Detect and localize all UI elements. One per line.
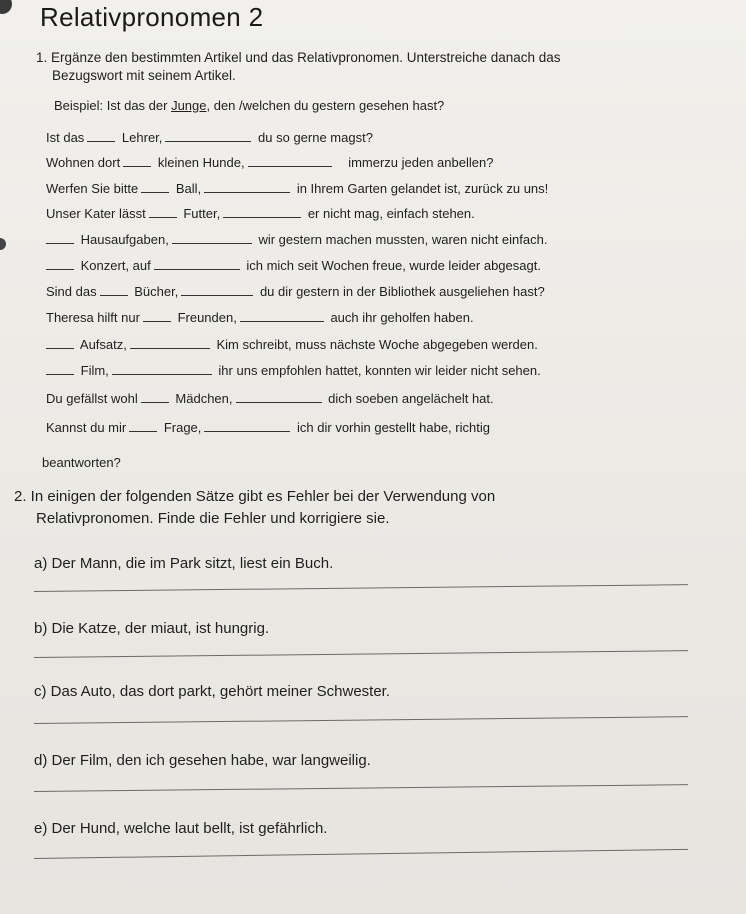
blank-field[interactable] (123, 155, 151, 167)
blank-field[interactable] (46, 258, 74, 270)
blank-field[interactable] (223, 206, 301, 218)
sentence-part: Freunden, (177, 310, 237, 325)
sentence-part: auch ihr geholfen haben. (330, 310, 474, 325)
sentence-part: Ist das (46, 130, 85, 145)
blank-field[interactable] (46, 232, 74, 244)
sentence-part: in Ihrem Garten gelandet ist, zurück zu uns! (296, 181, 549, 196)
exercise-sentence (46, 363, 541, 378)
sentence-part: Unser Kater lässt (46, 206, 146, 221)
blank-field[interactable] (181, 284, 253, 296)
task2-item-a: a) Der Mann, die im Park sitzt, liest ein Buch. (34, 555, 334, 572)
sentence-part: immerzu jeden anbellen? (348, 155, 494, 170)
sentence-part: Sind das (46, 284, 97, 299)
exercise-sentence (46, 232, 547, 247)
task1-example (54, 98, 444, 113)
blank-field[interactable] (46, 363, 74, 375)
sentence-part: Du gefällst wohl (46, 391, 138, 406)
sentence-part: er nicht mag, einfach stehen. (307, 206, 475, 221)
punch-hole (0, 238, 6, 250)
blank-field[interactable] (87, 130, 115, 142)
sentence-part: Aufsatz, (79, 337, 127, 352)
sentence-part: Ball, (175, 181, 202, 196)
blank-field[interactable] (130, 337, 210, 349)
blank-field[interactable] (204, 181, 290, 193)
answer-line[interactable] (34, 849, 688, 859)
answer-line[interactable] (34, 716, 688, 724)
sentence-part: Konzert, auf (80, 258, 151, 273)
blank-field[interactable] (100, 284, 128, 296)
answer-line[interactable] (34, 584, 688, 592)
blank-field[interactable] (154, 258, 240, 270)
example-prefix: Beispiel: Ist das der (54, 98, 168, 113)
sentence-part: dich soeben angelächelt hat. (328, 391, 494, 406)
sentence-part: Kannst du mir (46, 420, 127, 435)
exercise-sentence (46, 420, 490, 435)
sentence-part: kleinen Hunde, (157, 155, 245, 170)
sentence-part: ihr uns empfohlen hattet, konnten wir leider nicht sehen. (218, 363, 541, 378)
sentence-part: Theresa hilft nur (46, 310, 140, 325)
punch-hole (0, 0, 12, 14)
task2-instruction-line2: Relativpronomen. Finde die Fehler und korrigiere sie. (36, 510, 390, 527)
sentence-part: Mädchen, (175, 391, 233, 406)
exercise-sentence (46, 181, 548, 196)
blank-field[interactable] (141, 391, 169, 403)
blank-field[interactable] (112, 363, 212, 375)
example-underlined-word: Junge (171, 98, 207, 113)
blank-field[interactable] (143, 310, 171, 322)
exercise-sentence (46, 258, 541, 273)
sentence-part: Frage, (163, 420, 202, 435)
task2-instruction-line1: 2. In einigen der folgenden Sätze gibt es Fehler bei der Verwendung von (14, 488, 496, 505)
sentence-part: Hausaufgaben, (80, 232, 169, 247)
exercise-sentence (46, 284, 545, 299)
sentence-part: ich dir vorhin gestellt habe, richtig (297, 420, 490, 435)
blank-field[interactable] (240, 310, 324, 322)
blank-field[interactable] (141, 181, 169, 193)
blank-field[interactable] (172, 232, 252, 244)
task1-instruction-line1: 1. Ergänze den bestimmten Artikel und das Relativpronomen. Unterstreiche danach das (36, 50, 561, 65)
exercise-sentence (46, 310, 474, 325)
worksheet-title: Relativpronomen 2 (40, 2, 264, 32)
sentence-part: ich mich seit Wochen freue, wurde leider abgesagt. (246, 258, 541, 273)
sentence-part: Film, (80, 363, 109, 378)
blank-field[interactable] (149, 206, 177, 218)
answer-line[interactable] (34, 784, 688, 792)
blank-field[interactable] (204, 420, 290, 432)
answer-line[interactable] (34, 650, 688, 658)
example-suffix: , den /welchen du gestern gesehen hast? (206, 98, 445, 113)
sentence-part: Kim schreibt, muss nächste Woche abgegeben werden. (216, 337, 538, 352)
exercise-sentence (46, 206, 475, 221)
task2-item-c: c) Das Auto, das dort parkt, gehört meiner Schwester. (34, 683, 391, 700)
task2-item-d: d) Der Film, den ich gesehen habe, war langweilig. (34, 752, 371, 769)
task2-item-b: b) Die Katze, der miaut, ist hungrig. (34, 620, 270, 637)
sentence-part: Futter, (183, 206, 221, 221)
blank-field[interactable] (236, 391, 322, 403)
sentence-part: Werfen Sie bitte (46, 181, 139, 196)
sentence-part: Wohnen dort (46, 155, 121, 170)
sentence-part: du so gerne magst? (258, 130, 373, 145)
blank-field[interactable] (129, 420, 157, 432)
task1-instruction-line2: Bezugswort mit seinem Artikel. (52, 68, 236, 83)
blank-field[interactable] (46, 337, 74, 349)
sentence-continuation: beantworten? (42, 455, 121, 470)
exercise-sentence (46, 337, 538, 352)
sentence-part: wir gestern machen mussten, waren nicht einfach. (258, 232, 548, 247)
sentence-part: du dir gestern in der Bibliothek ausgeliehen hast? (259, 284, 545, 299)
task2-item-e: e) Der Hund, welche laut bellt, ist gefährlich. (34, 820, 328, 837)
exercise-sentence (46, 155, 493, 170)
blank-field[interactable] (248, 155, 332, 167)
exercise-sentence (46, 391, 494, 406)
exercise-sentence (46, 130, 373, 145)
blank-field[interactable] (165, 130, 251, 142)
sentence-part: Lehrer, (121, 130, 163, 145)
sentence-part: Bücher, (134, 284, 179, 299)
